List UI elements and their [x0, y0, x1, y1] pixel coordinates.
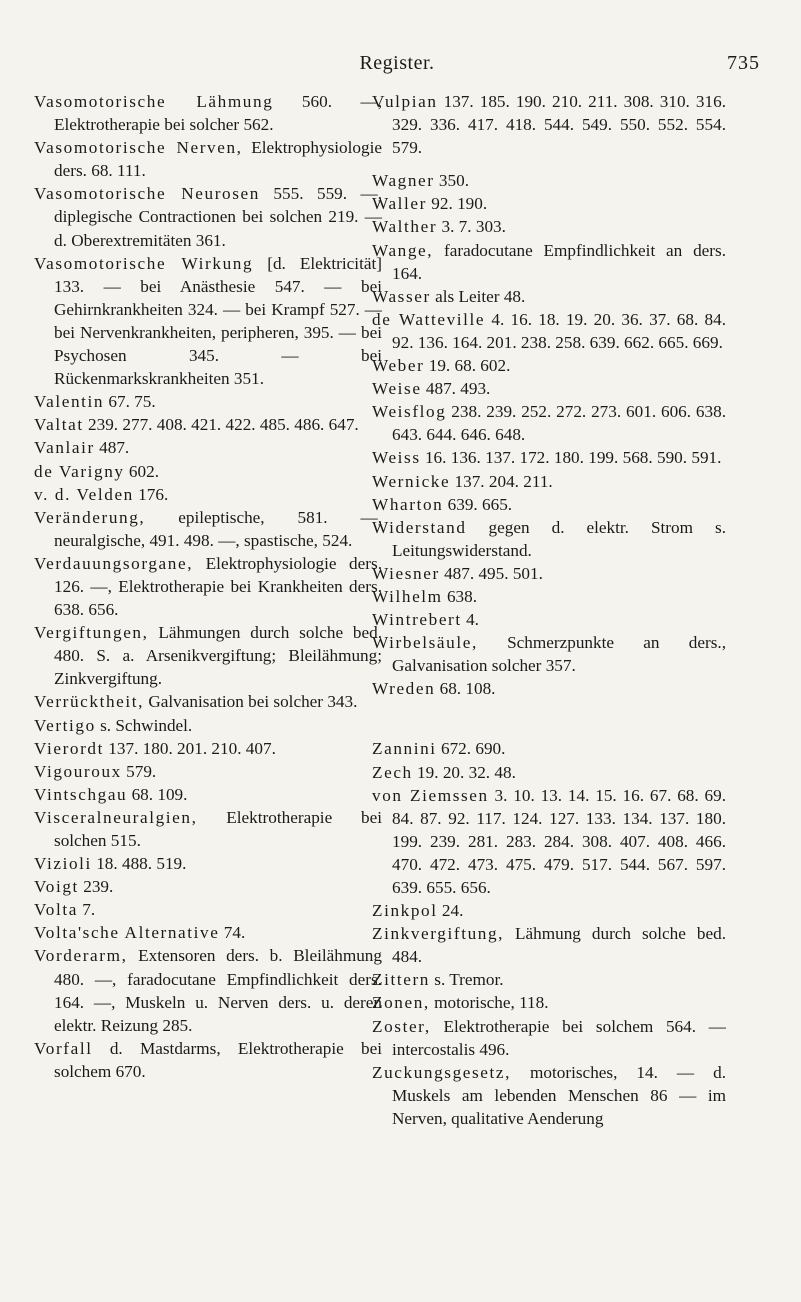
index-term: Zittern — [372, 970, 430, 990]
index-entry — [372, 90, 726, 159]
index-references: 602. — [124, 461, 159, 481]
index-references: 68. 108. — [435, 679, 496, 699]
index-references: 487. 493. — [421, 379, 491, 399]
index-references: Elektrotherapie bei solchem 564. — intercostalis 496. — [392, 1016, 726, 1059]
index-entry — [372, 922, 726, 968]
index-references: 19. 20. 32. 48. — [412, 762, 516, 782]
index-entry — [34, 90, 382, 136]
index-term: Wiesner — [372, 563, 440, 583]
index-term: Vierordt — [34, 738, 104, 758]
index-references: 238. 239. 252. 272. 273. 601. 606. 638. 643. 644. 646. 648. — [392, 402, 726, 445]
index-entry — [34, 760, 382, 783]
index-term: Vintschgau — [34, 784, 128, 804]
index-references: 560. —, Elektrotherapie bei solcher 562. — [54, 92, 383, 135]
index-entry — [372, 631, 726, 677]
index-entry — [34, 1037, 382, 1083]
index-term: Vigouroux — [34, 761, 122, 781]
index-references: 672. 690. — [436, 739, 506, 759]
index-term: Visceralneuralgien, — [34, 807, 198, 827]
index-references: 176. — [133, 484, 169, 504]
index-references: Elektrophysiologie ders. 126. —, Elektrotherapie bei Krankheiten ders. 638. 656. — [54, 553, 382, 620]
index-references: 555. 559. —, diplegische Contractionen bei solchen 219. — d. Oberextremitäten 361. — [54, 184, 383, 250]
index-references: 137. 185. 190. 210. 211. 308. 310. 316. 329. 336. 417. 418. 544. 549. 550. 552. 554. 579. — [392, 92, 726, 158]
index-term: Volta'sche Alternative — [34, 923, 220, 943]
index-entry — [372, 585, 726, 608]
index-entry — [34, 875, 382, 898]
index-term: Vanlair — [34, 438, 95, 458]
index-term: Veränderung, — [34, 507, 146, 527]
index-entry — [34, 944, 382, 1036]
index-term: Weisflog — [372, 402, 447, 422]
index-references: s. Schwindel. — [95, 715, 193, 735]
index-term: Zonen, — [372, 993, 430, 1013]
index-references: 74. — [219, 923, 246, 943]
index-term: Vasomotorische Lähmung — [34, 92, 274, 111]
index-entry — [372, 215, 726, 238]
index-entry — [34, 460, 382, 483]
index-entry — [372, 169, 726, 192]
index-entry — [34, 898, 382, 921]
index-entry — [372, 400, 726, 446]
index-references: Schmerzpunkte an ders., Galvanisation solcher 357. — [392, 633, 726, 676]
index-entry — [34, 506, 382, 552]
page-header — [34, 52, 760, 78]
index-entry — [34, 714, 382, 737]
index-entry — [34, 436, 382, 459]
index-entry — [34, 806, 382, 852]
index-references: 487. 495. 501. — [439, 563, 543, 583]
index-entry — [372, 446, 726, 469]
index-entry — [372, 1015, 726, 1061]
index-term: Wilhelm — [372, 586, 443, 606]
index-term: Zoster, — [372, 1016, 431, 1036]
index-references: 239. — [78, 877, 114, 897]
index-term: Vergiftungen, — [34, 623, 149, 643]
index-entry — [34, 737, 382, 760]
index-entry — [372, 285, 726, 308]
index-term: Verdauungsorgane, — [34, 553, 194, 573]
index-references: 350. — [434, 171, 469, 191]
index-references: 3. 7. 303. — [437, 217, 506, 237]
index-entry — [372, 354, 726, 377]
index-term: Valentin — [34, 392, 105, 412]
index-term: Vasomotorische Neurosen — [34, 184, 260, 204]
page-title: Register. — [359, 52, 435, 74]
index-references: [d. Elektricität] 133. — bei Anästhesie 547. — bei Gehirnkrankheiten 324. — bei Krampf 527. — bei Nervenkrankheiten, peripheren, 395. — bei Psychosen 345. — bei Rückenmarkskrankheiten 351. — [54, 253, 382, 389]
index-references: als Leiter 48. — [430, 286, 526, 306]
index-entry — [372, 308, 726, 354]
index-references: 92. 190. — [426, 194, 488, 214]
index-entry — [372, 968, 726, 991]
index-term: Wernicke — [372, 471, 451, 491]
index-references: 487. — [94, 438, 130, 458]
index-entry — [34, 552, 382, 621]
index-references: 639. 665. — [443, 494, 513, 514]
index-term: Vasomotorische Nerven, — [34, 138, 243, 158]
index-term: Valtat — [34, 415, 84, 435]
index-references: 4. — [461, 610, 479, 630]
index-entry — [372, 239, 726, 285]
index-references: d. Mastdarms, Elektrotherapie bei solchem 670. — [54, 1038, 382, 1081]
index-references: s. Tremor. — [429, 970, 504, 990]
index-references: 137. 180. 201. 210. 407. — [104, 738, 276, 758]
index-entry — [34, 690, 382, 713]
index-term: Walther — [372, 217, 438, 237]
index-term: von Ziemssen — [372, 785, 489, 805]
index-entry — [372, 761, 726, 784]
index-entry — [372, 516, 726, 562]
index-term: Weise — [372, 379, 422, 399]
index-term: Vorfall — [34, 1038, 93, 1058]
index-entry — [34, 852, 382, 875]
index-references: motorische, 118. — [429, 993, 549, 1013]
index-references: epileptische, 581. —, neuralgische, 491. 498. —, spastische, 524. — [54, 507, 382, 550]
index-references: 19. 68. 602. — [424, 356, 511, 376]
index-references: 24. — [437, 901, 464, 921]
index-term: Wagner — [372, 171, 435, 191]
index-references: Elektrophysiologie ders. 68. 111. — [54, 138, 382, 181]
index-term: Zannini — [372, 739, 437, 759]
index-entry — [372, 1061, 726, 1130]
index-term: Wasser — [372, 286, 431, 306]
index-entry — [372, 991, 726, 1014]
index-references: motorisches, 14. — d. Muskels am lebenden Menschen 86 — im Nerven, qualitative Aenderung — [392, 1062, 726, 1128]
index-references: Lähmungen durch solche bed. 480. S. a. Arsenikvergiftung; Bleilähmung; Zinkvergiftung. — [54, 623, 382, 689]
section-z — [372, 737, 726, 1130]
index-references: faradocutane Empfindlichkeit an ders. 164. — [392, 240, 726, 283]
index-entry — [372, 377, 726, 400]
index-entry — [372, 562, 726, 585]
index-term: Zech — [372, 762, 413, 782]
index-references: 16. 136. 137. 172. 180. 199. 568. 590. 591. — [420, 448, 722, 468]
index-entry — [372, 192, 726, 215]
index-references: 68. 109. — [127, 784, 188, 804]
index-entry — [372, 677, 726, 700]
section-gap — [372, 159, 726, 169]
index-term: Wharton — [372, 494, 444, 514]
index-entry — [34, 136, 382, 182]
index-references: gegen d. elektr. Strom s. Leitungswiderstand. — [392, 517, 726, 560]
index-entry — [372, 737, 726, 760]
index-term: v. d. Velden — [34, 484, 134, 504]
index-references: 638. — [442, 586, 478, 606]
index-references: Elektrotherapie bei solchen 515. — [54, 807, 382, 850]
index-entry — [372, 493, 726, 516]
index-term: Wirbelsäule, — [372, 633, 478, 653]
index-term: Voigt — [34, 877, 79, 897]
section-gap — [372, 700, 726, 737]
index-references: Galvanisation bei solcher 343. — [144, 692, 358, 712]
index-entry — [34, 621, 382, 690]
index-references: Lähmung durch solche bed. 484. — [392, 924, 726, 967]
index-entry — [372, 899, 726, 922]
index-entry — [372, 470, 726, 493]
index-term: Volta — [34, 900, 78, 920]
index-references: 67. 75. — [104, 392, 156, 412]
index-entry — [34, 921, 382, 944]
index-references: Extensoren ders. b. Bleilähmung 480. —, faradocutane Empfindlichkeit ders. 164. —, Muskeln u. Nerven ders. u. deren elektr. Reizung 285. — [54, 946, 382, 1035]
index-term: Vulpian — [372, 92, 438, 111]
index-entry — [34, 390, 382, 413]
index-term: Waller — [372, 194, 427, 214]
page-number: 735 — [727, 52, 760, 74]
index-entry — [34, 252, 382, 391]
left-column — [34, 90, 382, 1083]
index-references: 137. 204. 211. — [450, 471, 553, 491]
section-v — [372, 90, 726, 159]
index-references: 3. 10. 13. 14. 15. 16. 67. 68. 69. 84. 87. 92. 117. 124. 127. 133. 134. 137. 180. 199. 239. 281. 283. 284. 308. 407. 408. 466. 470. 472. 473. 475. 479. 517. 544. 567. 597. 639. 655. 656. — [392, 785, 727, 897]
index-entry — [372, 784, 726, 899]
index-term: Weiss — [372, 448, 421, 468]
index-term: Verrücktheit, — [34, 692, 145, 712]
index-term: Zinkpol — [372, 901, 438, 921]
index-term: Zuckungsgesetz, — [372, 1062, 512, 1082]
index-references: 579. — [121, 761, 157, 781]
index-term: de Watteville — [372, 309, 486, 329]
index-term: Widerstand — [372, 517, 467, 537]
index-term: Vertigo — [34, 715, 96, 735]
index-entry — [34, 783, 382, 806]
index-term: Wintrebert — [372, 610, 462, 630]
right-column — [372, 90, 726, 1130]
index-entry — [34, 483, 382, 506]
index-references: 7. — [77, 900, 96, 920]
section-w — [372, 169, 726, 700]
index-term: Vasomotorische Wirkung — [34, 253, 254, 273]
index-entry — [34, 413, 382, 436]
index-entry — [372, 608, 726, 631]
index-term: Vorderarm, — [34, 946, 128, 966]
index-term: Wreden — [372, 679, 436, 699]
index-references: 239. 277. 408. 421. 422. 485. 486. 647. — [83, 415, 359, 435]
index-term: Wange, — [372, 240, 434, 260]
index-term: Vizioli — [34, 854, 92, 874]
index-term: de Varigny — [34, 461, 125, 481]
index-entry — [34, 182, 382, 251]
index-term: Zinkvergiftung, — [372, 924, 505, 944]
index-references: 4. 16. 18. 19. 20. 36. 37. 68. 84. 92. 136. 164. 201. 238. 258. 639. 662. 665. 669. — [392, 309, 727, 352]
index-references: 18. 488. 519. — [91, 854, 187, 874]
index-term: Weber — [372, 356, 425, 376]
